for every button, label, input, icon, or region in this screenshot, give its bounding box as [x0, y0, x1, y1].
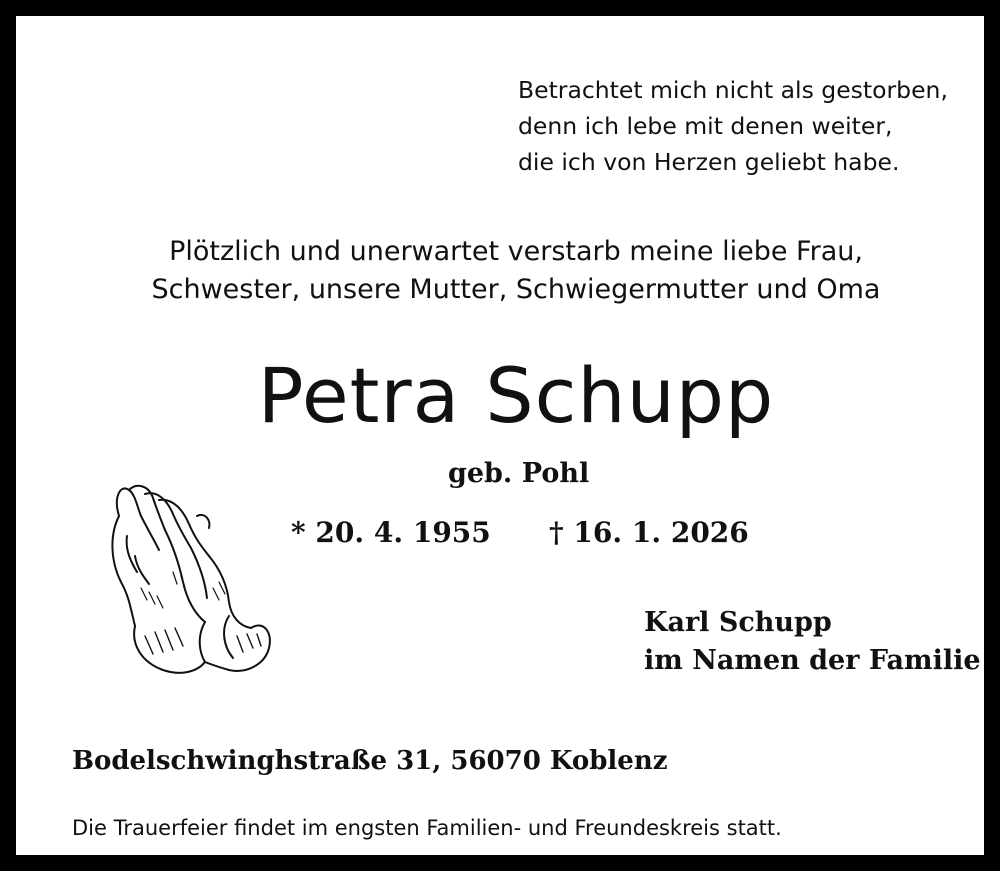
memorial-quote	[518, 72, 948, 180]
death-date: † 16. 1. 2026	[549, 516, 749, 549]
quote-line-1: Betrachtet mich nicht als gestorben,	[518, 76, 948, 104]
signatories	[644, 604, 981, 680]
birth-date: * 20. 4. 1955	[291, 516, 491, 549]
praying-hands-icon	[101, 476, 276, 691]
signatory-name: Karl Schupp	[644, 607, 832, 638]
deceased-name: Petra Schupp	[257, 351, 775, 440]
funeral-notice: Die Trauerfeier findet im engsten Familien- und Freundeskreis statt.	[72, 816, 782, 840]
quote-line-3: die ich von Herzen geliebt habe.	[518, 148, 900, 176]
maiden-name: geb. Pohl	[448, 458, 590, 489]
address: Bodelschwinghstraße 31, 56070 Koblenz	[72, 746, 668, 776]
quote-line-2: denn ich lebe mit denen weiter,	[518, 112, 893, 140]
signatory-note: im Namen der Familie	[644, 645, 981, 676]
announcement-line-2: Schwester, unsere Mutter, Schwiegermutter und Oma	[151, 274, 881, 305]
announcement-line-1: Plötzlich und unerwartet verstarb meine liebe Frau,	[169, 236, 863, 267]
announcement-text	[16, 233, 1000, 309]
